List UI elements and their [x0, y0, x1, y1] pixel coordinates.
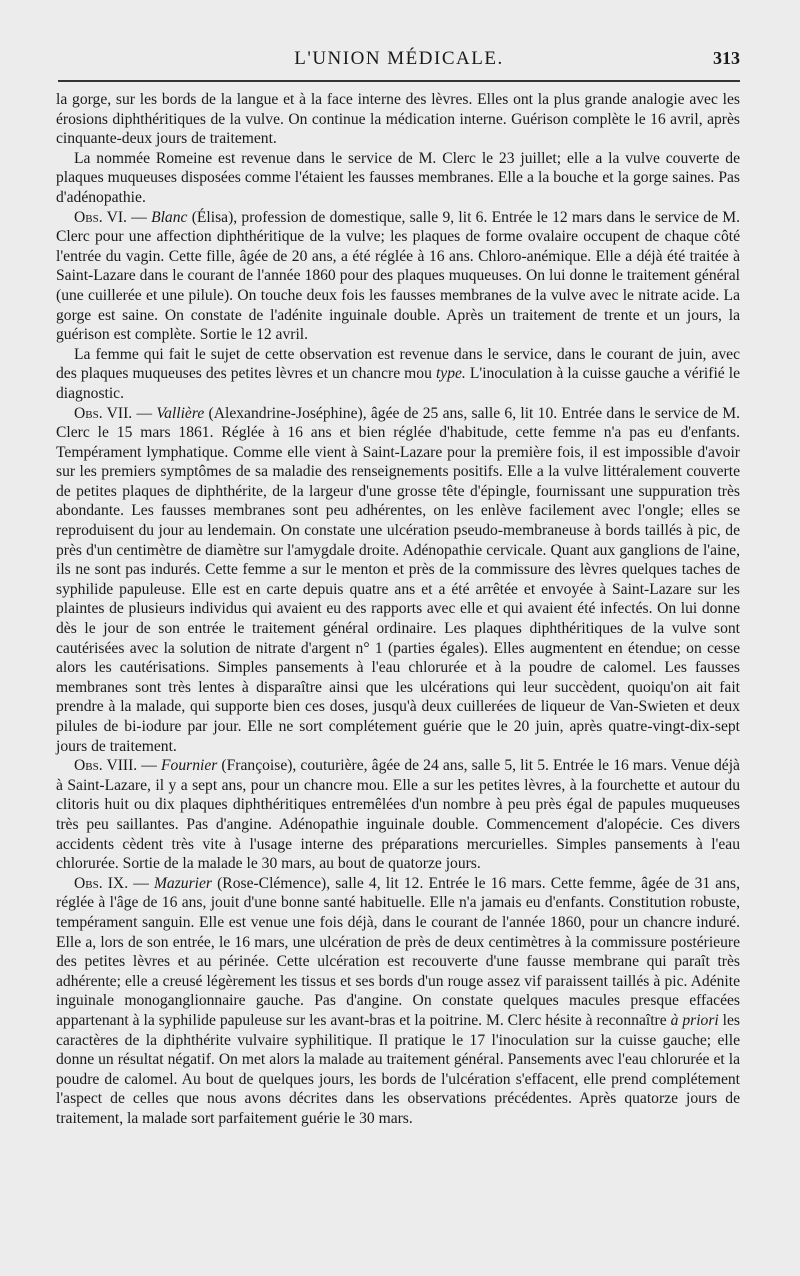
paragraph-text: La femme qui fait le sujet de cette observation est revenue dans le service, dans le courant de juin, avec des plaques muqueuses des petites lèvres et un chancre mou	[56, 345, 740, 383]
dash: —	[128, 874, 154, 892]
observation-text: (Rose-Clémence), salle 4, lit 12. Entrée le 16 mars. Cette femme, âgée de 31 ans, réglée à l'âge de 16 ans, jouit d'une bonne santé habituelle. Elle n'a jamais eu d'enfants. Constitution robuste, tempérament sanguin. Elle est venue une fois déjà, dans le courant de l'année 1860, pour un chancre induré. Elle a, lors de son entrée, le 16 mars, une ulcération de près de deux centimètres à la commissure postérieure des petites lèvres et au périnée. Cette ulcération est recouverte d'une fausse membrane qui paraît très adhérente; elle a creusé légèrement les tissus et ses bords d'un rouge assez vif paraissent taillés à pic. Adénite inguinale monoganglionnaire gauche. Pas d'angine. On constate quelques macules presque effacées appartenant à la syphilide papuleuse sur les avant-bras et la poitrine. M. Clerc hésite à reconnaître	[56, 874, 740, 1029]
paragraph-2	[56, 149, 740, 208]
observation-text-continued: les caractères de la diphthérite vulvaire syphilitique. Il pratique le 17 l'inoculation sur la cuisse gauche; elle donne un résultat négatif. On met alors la malade au traitement général. Pansements avec l'eau chlorurée et la poudre de calomel. Au bout de quelques jours, les bords de l'ulcération s'effacent, elle prend complétement l'aspect de celles que nous avons décrites dans les observations précédentes. Après quatorze jours de traitement, la malade sort parfaitement guérie le 30 mars.	[56, 1011, 740, 1127]
dash: —	[126, 208, 152, 226]
observation-label: Obs. VIII.	[74, 757, 138, 775]
patient-name: Blanc	[151, 208, 188, 226]
observation-label: Obs. VI.	[74, 208, 127, 226]
body-text	[56, 90, 740, 1128]
observation-label: Obs. VII.	[74, 404, 133, 422]
running-title: L'UNION MÉDICALE.	[294, 48, 504, 69]
dash: —	[137, 757, 161, 775]
observation-text: (Élisa), profession de domestique, salle 9, lit 6. Entrée le 12 mars dans le service de M. Clerc pour une affection diphthéritique de la vulve; les plaques de forme ovalaire occupent de chaque côté l'entrée du vagin. Cette fille, âgée de 20 ans, a été réglée à 16 ans. Chloro-anémique. Elle a déjà été traitée à Saint-Lazare dans le courant de l'année 1860 pour des plaques muqueuses. On lui donne le traitement général (une cuillerée et une pilule). On touche deux fois les fausses membranes de la vulve avec le nitrate acide. La gorge est saine. On constate de l'adénite inguinale double. Après un traitement de trente et un jours, la guérison est complète. Sortie le 12 avril.	[56, 208, 741, 344]
italic-term: type.	[435, 365, 466, 383]
observation-text: (Alexandrine-Joséphine), âgée de 25 ans, salle 6, lit 10. Entrée dans le service de M. Clerc le 15 mars 1861. Réglée à 16 ans et bien réglée d'habitude, cette femme n'a pas eu d'enfants. Tempérament lymphatique. Comme elle vient à Saint-Lazare pour la première fois, il est impossible d'avoir sur les premiers symptômes de sa maladie des renseignements positifs. Elle a la vulve littéralement couverte de petites plaques de diphthérite, de la largeur d'une grosse tête d'épingle, fournissant une suppuration très abondante. Les fausses membranes sont peu adhérentes, on les enlève facilement avec l'ongle; elles se reproduisent du jour au lendemain. On constate une ulcération pseudo-membraneuse à bords taillés à pic, de près d'un centimètre de diamètre sur l'amygdale droite. Adénopathie cervicale. Quant aux ganglions de l'aine, ils ne sont pas indurés. Cette femme a sur le menton et près de la commissure des lèvres quelques taches de syphilide papuleuse. Elle est en carte depuis quatre ans et a été arrêtée et envoyée à Saint-Lazare sur les plaintes de plusieurs individus qui avaient eu des rapports avec elle et qui avaient été infectés. On lui donne dès le jour de son entrée le traitement général ordinaire. Les plaques diphthéritiques de la vulve sont cautérisées avec la solution de nitrate d'argent n° 1 (parties égales). Elles augmentent en étendue; on cesse alors les cautérisations. Simples pansements à l'eau chlorurée et à la poudre de calomel. Les fausses membranes sont très lentes à disparaître ainsi que les ulcérations qui leur succèdent, quoiqu'on ait fait prendre à la malade, qui supporte bien ces doses, jusqu'à deux cuillerées de liqueur de Van-Swieten et deux pilules de bi-iodure par jour. Elle ne sort complétement guérie que le 20 juin, après quatre-vingt-dix-sept jours de traitement.	[56, 404, 740, 755]
paragraph-text: La nommée Romeine est revenue dans le service de M. Clerc le 23 juillet; elle a la vulve couverte de plaques muqueuses disposées comme l'étaient les fausses membranes. Elle a la bouche et la gorge saines. Pas d'adénopathie.	[56, 149, 740, 206]
observation-9	[56, 874, 740, 1129]
observation-6	[56, 208, 740, 345]
paragraph-1	[56, 90, 740, 149]
observation-text: (Françoise), couturière, âgée de 24 ans, salle 5, lit 5. Entrée le 16 mars. Venue déjà à Saint-Lazare, il y a sept ans, pour un chancre mou. Elle a sur les petites lèvres, à la fourchette et autour du clitoris huit ou dix plaques diphthéritiques entremêlées d'un nombre à peu près égal de papules muqueuses très peu saillantes. Pas d'angine. Adénopathie inguinale double. Commencement d'alopécie. Ces divers accidents cèdent très vite à l'usage interne des préparations mercurielles. Simples pansements à l'eau chlorurée. Sortie de la malade le 30 mars, au bout de quatorze jours.	[56, 757, 740, 873]
observation-7	[56, 404, 740, 757]
page-header	[58, 48, 740, 74]
paragraph-text-continued: L'inoculation à la cuisse gauche a vérifié le diagnostic.	[56, 365, 740, 402]
observation-label: Obs. IX.	[74, 874, 129, 892]
paragraph-4	[56, 345, 740, 404]
observation-8	[56, 756, 740, 874]
paragraph-text: la gorge, sur les bords de la langue et à la face interne des lèvres. Elles ont la plus grande analogie avec les érosions diphthéritiques de la vulve. On continue la médication interne. Guérison complète le 16 avril, après cinquante-deux jours de traitement.	[56, 91, 740, 148]
italic-term: à priori	[670, 1011, 719, 1029]
patient-name: Vallière	[156, 404, 205, 422]
patient-name: Fournier	[161, 757, 218, 775]
dash: —	[132, 404, 157, 422]
header-rule	[58, 80, 740, 82]
page-number: 313	[713, 48, 740, 68]
patient-name: Mazurier	[153, 874, 212, 892]
